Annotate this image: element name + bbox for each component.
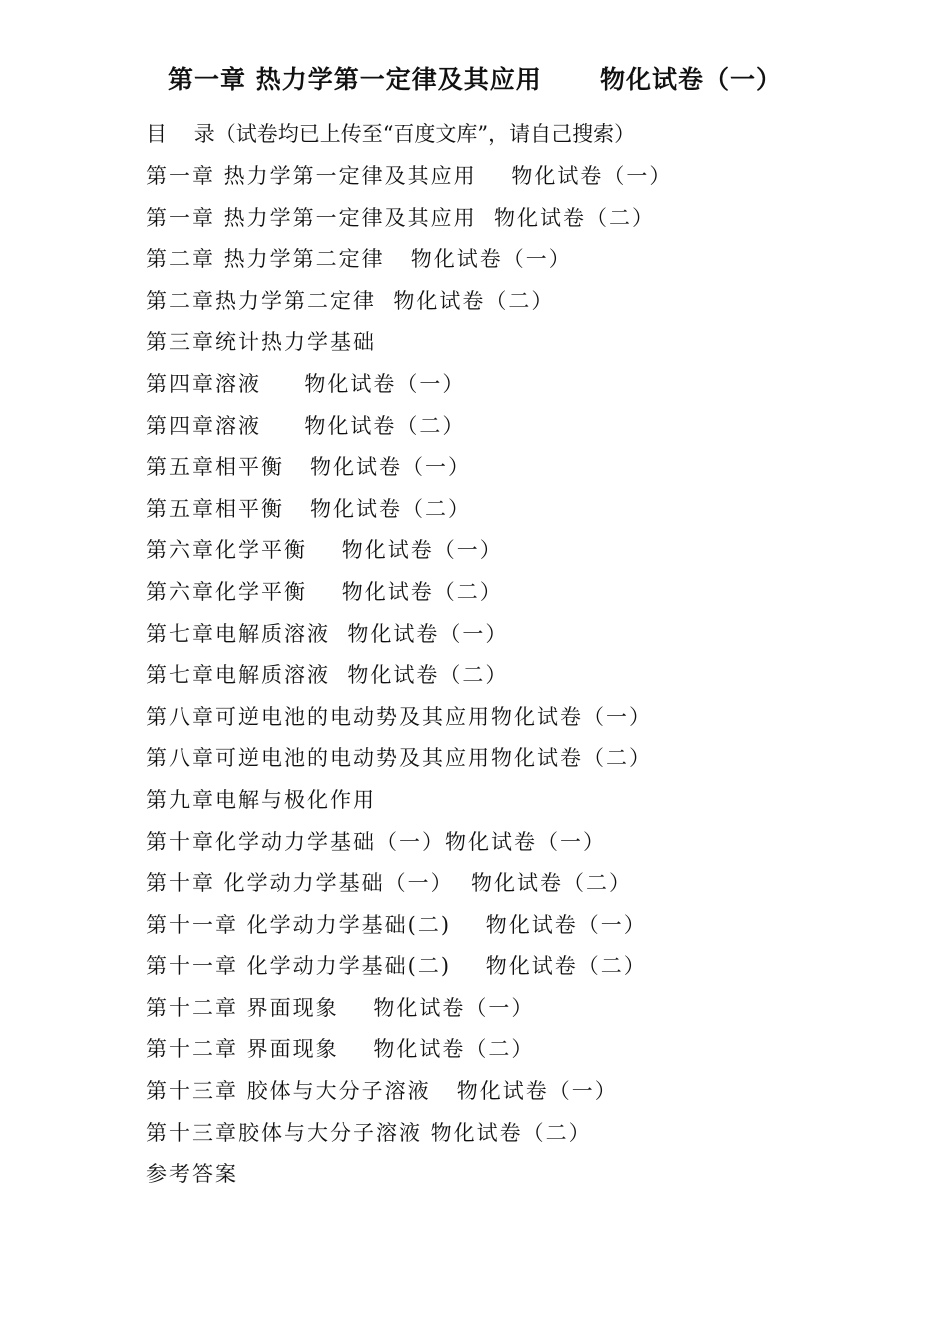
toc-item: 第十二章 界面现象 物化试卷（一） (146, 995, 535, 1020)
toc-item: 第七章电解质溶液 物化试卷（一） (146, 621, 509, 646)
toc-item: 第一章 热力学第一定律及其应用 物化试卷（二） (146, 205, 656, 230)
toc-item: 第八章可逆电池的电动势及其应用物化试卷（一） (146, 704, 652, 729)
toc-item: 第六章化学平衡 物化试卷（一） (146, 538, 503, 563)
toc-item: 第十三章胶体与大分子溶液 物化试卷（二） (146, 1120, 592, 1145)
toc-item: 第四章溶液 物化试卷（一） (146, 371, 466, 396)
toc-item: 第十章化学动力学基础（一）物化试卷（一） (146, 829, 606, 854)
toc-item: 第七章电解质溶液 物化试卷（二） (146, 663, 509, 688)
toc-heading: 目 录（试卷均已上传至“百度文库”，请自己搜索） (146, 122, 636, 146)
toc-item: 参考答案 (146, 1162, 238, 1187)
toc-item: 第九章电解与极化作用 (146, 787, 376, 812)
toc-item: 第十章 化学动力学基础（一） 物化试卷（二） (146, 871, 633, 896)
toc-item: 第一章 热力学第一定律及其应用 物化试卷（一） (146, 164, 673, 188)
toc-item: 第八章可逆电池的电动势及其应用物化试卷（二） (146, 746, 652, 771)
toc-list (146, 158, 672, 1198)
toc-item: 第十三章 胶体与大分子溶液 物化试卷（一） (146, 1079, 618, 1104)
document-title: 第一章 热力学第一定律及其应用 物化试卷（一） (168, 65, 782, 94)
toc-item: 第十二章 界面现象 物化试卷（二） (146, 1037, 535, 1062)
toc-item: 第六章化学平衡 物化试卷（二） (146, 579, 503, 604)
toc-item: 第二章热力学第二定律 物化试卷（二） (146, 288, 555, 313)
toc-item: 第二章 热力学第二定律 物化试卷（一） (146, 247, 572, 272)
toc-item: 第十一章 化学动力学基础(二) 物化试卷（一） (146, 912, 647, 937)
toc-item: 第五章相平衡 物化试卷（二） (146, 496, 472, 521)
toc-item: 第五章相平衡 物化试卷（一） (146, 455, 472, 480)
toc-item: 第四章溶液 物化试卷（二） (146, 413, 466, 438)
toc-item: 第三章统计热力学基础 (146, 330, 376, 355)
toc-item: 第十一章 化学动力学基础(二) 物化试卷（二） (146, 954, 647, 979)
